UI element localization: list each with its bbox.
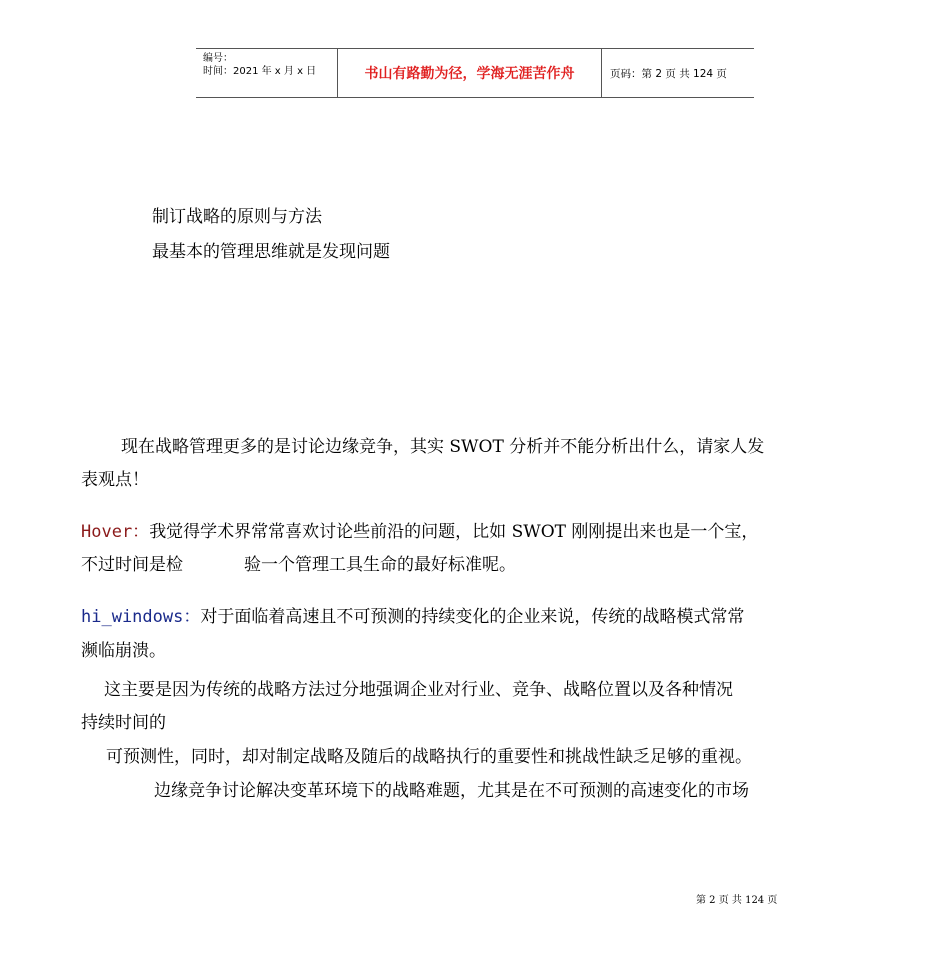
time-label: 时间：2021 年 x 月 x 日 <box>203 66 317 77</box>
page-header <box>196 48 754 98</box>
hover-comment-line-2a: 不过时间是检 <box>81 555 183 575</box>
header-meta <box>196 49 338 97</box>
hover-comment-text: 我觉得学术界常常喜欢讨论些前沿的问题，比如 SWOT 刚刚提出来也是一个宝， <box>149 522 759 542</box>
hi-windows-comment-line-2: 濒临崩溃。 <box>81 641 166 661</box>
hi-windows-speaker-name: hi_windows： <box>81 607 201 627</box>
paragraph-4-line-1: 边缘竞争讨论解决变革环境下的战略难题，尤其是在不可预测的高速变化的市场 <box>154 781 749 801</box>
paragraph-3-line-1: 这主要是因为传统的战略方法过分地强调企业对行业、竞争、战略位置以及各种情况 <box>104 680 733 700</box>
hover-comment-line-2b: 验一个管理工具生命的最好标准呢。 <box>244 555 516 575</box>
heading-line-2: 最基本的管理思维就是发现问题 <box>152 242 390 262</box>
hover-speaker-name: Hover： <box>81 522 150 542</box>
paragraph-3-line-3: 可预测性，同时，却对制定战略及随后的战略执行的重要性和挑战性缺乏足够的重视。 <box>106 747 752 767</box>
page-footer: 第 2 页 共 124 页 <box>696 895 778 906</box>
hi-windows-comment-text: 对于面临着高速且不可预测的持续变化的企业来说，传统的战略模式常常 <box>200 607 745 627</box>
heading-line-1: 制订战略的原则与方法 <box>152 207 322 227</box>
number-label: 编号： <box>203 53 233 64</box>
header-motto: 书山有路勤为径，学海无涯苦作舟 <box>338 49 602 97</box>
header-page-info: 页码：第 2 页 共 124 页 <box>610 67 727 80</box>
hi-windows-comment-line-1 <box>81 602 744 627</box>
hover-comment-line-1 <box>81 517 758 542</box>
paragraph-1-line-2: 表观点！ <box>81 470 149 490</box>
paragraph-3-line-2: 持续时间的 <box>81 713 166 733</box>
paragraph-1-line-1: 现在战略管理更多的是讨论边缘竞争，其实 SWOT 分析并不能分析出什么，请家人发 <box>121 437 765 457</box>
